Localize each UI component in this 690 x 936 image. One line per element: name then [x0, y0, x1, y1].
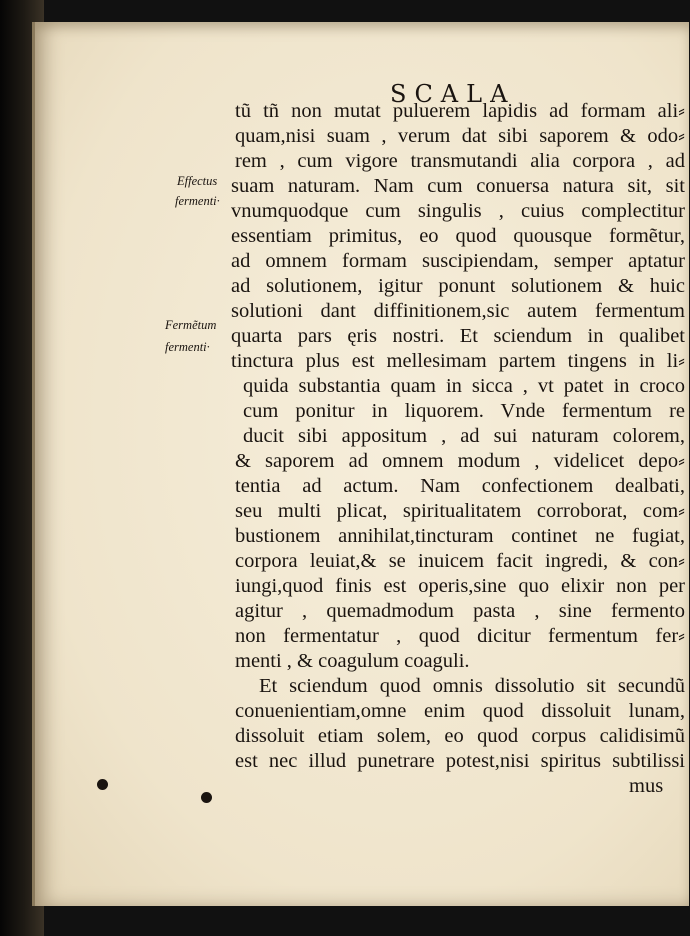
margin-note-fermenti: fermenti· [175, 194, 220, 208]
text-line: conuenientiam,omne enim quod dissoluit lunam, [235, 700, 685, 722]
catchword: mus [629, 775, 664, 797]
text-line: corpora leuiat,& se inuicem facit ingredi, & con⸗ [235, 550, 685, 572]
text-line: rem , cum vigore transmutandi alia corpora , ad [235, 150, 685, 172]
text-line: ducit sibi appositum , ad sui naturam colorem, [243, 425, 685, 447]
text-line: quam,nisi suam , verum dat sibi saporem & odo⸗ [235, 125, 685, 147]
text-line: quida substantia quam in sicca , vt patet in croco [243, 375, 685, 397]
text-line: menti , & coagulum coaguli. [235, 650, 470, 672]
ink-spot [201, 792, 212, 803]
text-line: solutioni dant diffinitionem,sic autem fermentum [231, 300, 685, 322]
text-line: seu multi plicat, spiritualitatem corroborat, com⸗ [235, 500, 685, 522]
margin-note-fermenti-2: fermenti· [165, 340, 210, 354]
text-line: suam naturam. Nam cum conuersa natura sit, sit [231, 175, 685, 197]
text-line: est nec illud punetrare potest,nisi spiritus subtilissi [235, 750, 685, 772]
running-head: SCALA [390, 80, 516, 108]
text-line: bustionem annihilat,tincturam continet ne fugiat, [235, 525, 685, 547]
text-line: tinctura plus est mellesimam partem tingens in li⸗ [231, 350, 685, 372]
text-line: Et sciendum quod omnis dissolutio sit secundũ [259, 675, 685, 697]
margin-note-effectus: Effectus [177, 174, 218, 188]
margin-note-fermentum: Fermẽtum [165, 318, 217, 332]
text-line: dissoluit etiam solem, eo quod corpus calidisimũ [235, 725, 685, 747]
text-line: & saporem ad omnem modum , videlicet depo⸗ [235, 450, 685, 472]
book-page [32, 22, 689, 906]
text-line: iungi,quod finis est operis,sine quo elixir non per [235, 575, 685, 597]
text-line: essentiam primitus, eo quod quousque formẽtur, [231, 225, 685, 247]
text-line: non fermentatur , quod dicitur fermentum fer⸗ [235, 625, 685, 647]
text-line: tũ tñ non mutat puluerem lapidis ad formam ali⸗ [235, 100, 685, 122]
text-line: ad solutionem, igitur ponunt solutionem & huic [231, 275, 685, 297]
text-line: quarta pars ęris nostri. Et sciendum in qualibet [231, 325, 685, 347]
text-line: tentia ad actum. Nam confectionem dealbati, [235, 475, 685, 497]
ink-spot [97, 779, 108, 790]
text-line: vnumquodque cum singulis , cuius complectitur [231, 200, 685, 222]
text-line: agitur , quemadmodum pasta , sine fermento [235, 600, 685, 622]
text-line: ad omnem formam suscipiendam, semper aptatur [231, 250, 685, 272]
text-line: cum ponitur in liquorem. Vnde fermentum re [243, 400, 685, 422]
